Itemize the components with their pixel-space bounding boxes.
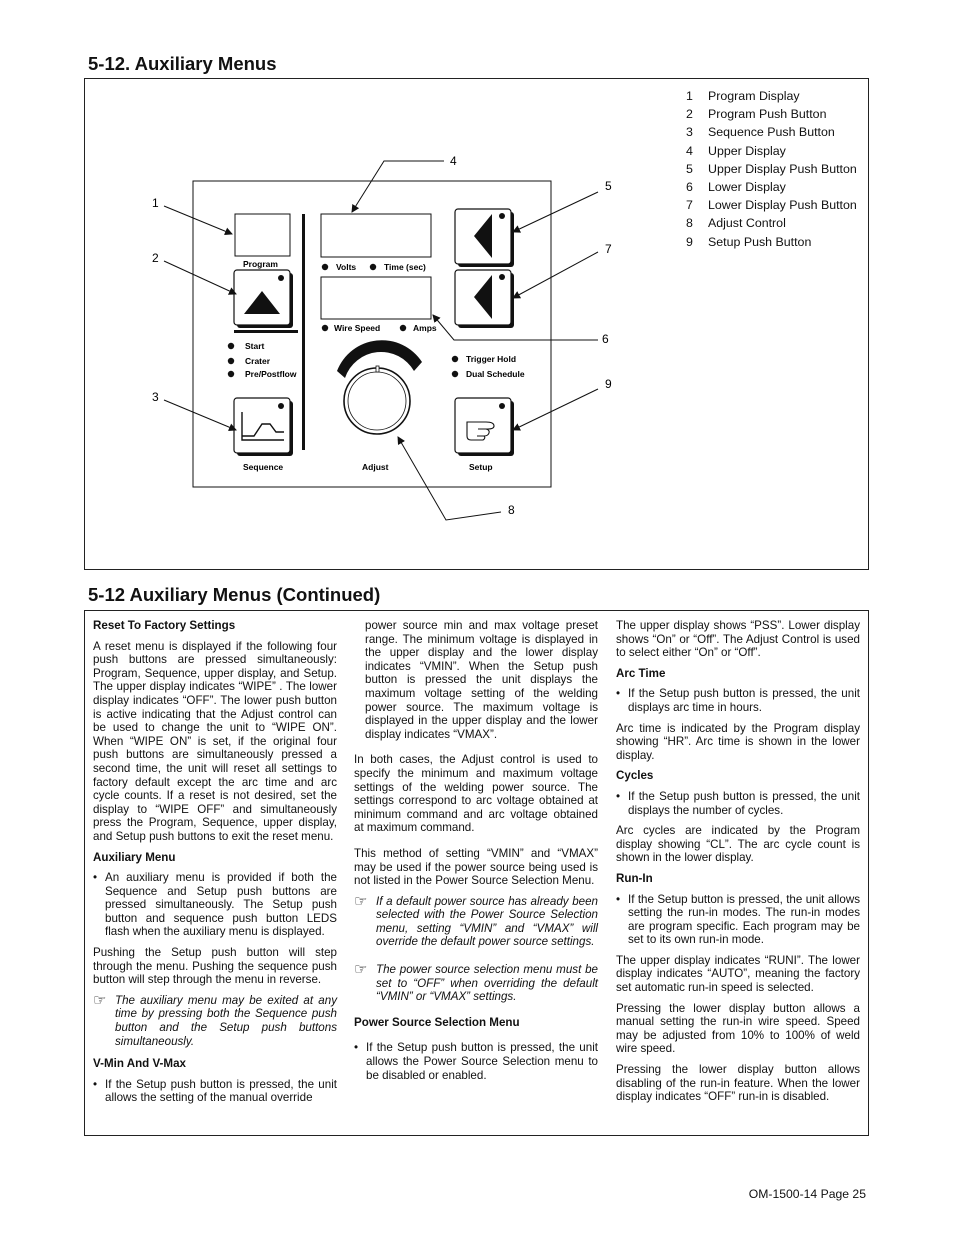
legend-label: Lower Display bbox=[708, 180, 786, 195]
prepostflow-label: Pre/Postflow bbox=[245, 369, 297, 379]
heading-run-in: Run-In bbox=[616, 871, 653, 885]
setup-led bbox=[499, 403, 505, 409]
callout-2: 2 bbox=[152, 251, 159, 265]
section-title: 5-12. Auxiliary Menus bbox=[88, 53, 277, 74]
legend-number: 4 bbox=[686, 143, 693, 158]
pointing-hand-note-icon: ☞ bbox=[354, 961, 368, 979]
upper-button-led bbox=[499, 213, 505, 219]
callout-8: 8 bbox=[508, 503, 515, 517]
vertical-divider bbox=[302, 214, 305, 450]
text-column-2 bbox=[354, 619, 598, 1089]
paragraph-arc-time: Arc time is indicated by the Program display showing “HR”. Arc time is shown in the lower display. bbox=[616, 721, 860, 762]
legend-label: Adjust Control bbox=[708, 216, 786, 231]
heading-vmin: V-Min And V-Max bbox=[93, 1057, 186, 1071]
crater-label: Crater bbox=[245, 356, 271, 366]
leader-7 bbox=[513, 252, 598, 298]
legend-label: Upper Display bbox=[708, 143, 786, 158]
paragraph-pss: The upper display shows “PSS”. Lower display shows “On” or “Off”. The Adjust Control is used to select either “On” or “Off”. bbox=[616, 619, 860, 660]
legend-number: 1 bbox=[686, 89, 693, 103]
callout-9: 9 bbox=[605, 377, 612, 391]
callout-5: 5 bbox=[605, 179, 612, 193]
legend-number: 2 bbox=[686, 107, 693, 122]
pointing-hand-note-icon: ☞ bbox=[93, 991, 107, 1009]
legend-label: Program Push Button bbox=[708, 107, 827, 122]
start-label: Start bbox=[245, 341, 265, 351]
heading-arc-time: Arc Time bbox=[616, 666, 666, 680]
note-default: ☞ If a default power source has already been selected with the Power Source Selection menu, setting “VMIN” and “VMAX” will override the default power source settings. bbox=[354, 892, 598, 949]
wire-speed-led bbox=[322, 325, 328, 331]
legend-label: Upper Display Push Button bbox=[708, 161, 857, 176]
callout-7: 7 bbox=[605, 242, 612, 256]
leader-9 bbox=[513, 389, 598, 430]
callout-4: 4 bbox=[450, 154, 457, 168]
legend-number: 9 bbox=[686, 234, 693, 249]
callout-3: 3 bbox=[152, 390, 159, 404]
program-led bbox=[278, 275, 284, 281]
callout-6: 6 bbox=[602, 332, 609, 346]
bullet-vmin: • If the Setup push button is pressed, the unit allows the setting of the manual override bbox=[93, 1077, 337, 1105]
trigger-hold-label: Trigger Hold bbox=[466, 354, 517, 364]
note-ps-menu: ☞ The power source selection menu must be set to “OFF” when overriding the default “VMIN” or “VMAX” settings. bbox=[354, 961, 598, 1004]
dual-schedule-led bbox=[452, 371, 458, 377]
heading-power-source: Power Source Selection Menu bbox=[354, 1015, 520, 1029]
paragraph-pushing: Pushing the Setup push button will step through the menu. Pushing the sequence push button will step through the menu in reverse. bbox=[93, 946, 337, 987]
callout-1: 1 bbox=[152, 196, 159, 210]
program-display bbox=[235, 214, 290, 256]
prepostflow-led bbox=[228, 371, 234, 377]
legend-number: 7 bbox=[686, 198, 693, 213]
paragraph-manual-run-in: Pressing the lower display button allows a manual setting the run-in wire speed. Speed may be adjusted from 10% to 100% of weld wire speed. bbox=[616, 1001, 860, 1056]
paragraph-both-cases: In both cases, the Adjust control is used to specify the minimum and maximum voltage settings of the welding power source. The settings correspond to arc voltage obtained at minimum command and arc voltage obtained at maximum command. bbox=[354, 753, 598, 835]
program-label: Program bbox=[243, 259, 278, 269]
volts-led bbox=[322, 264, 328, 270]
lower-display bbox=[321, 277, 431, 319]
paragraph-disable-run-in: Pressing the lower display button allows disabling of the run-in feature. When the lower display indicates “OFF” run-in is disabled. bbox=[616, 1063, 860, 1104]
leader-4 bbox=[352, 161, 444, 212]
paragraph-vmin-continued: power source min and max voltage preset range. The minimum voltage is displayed in the upper display and the lower display indicates “VMIN”. When the Setup push button is pressed the unit displays the maximum voltage setting of the welding power source. The maximum voltage is displayed in the upper display and the lower display indicates “VMAX”. bbox=[365, 619, 598, 741]
control-panel-diagram bbox=[0, 0, 954, 600]
paragraph-method: This method of setting “VMIN” and “VMAX” may be used if the power source being used is not listed in the Power Source Selection Menu. bbox=[354, 846, 598, 888]
leader-5 bbox=[513, 192, 598, 232]
legend-label: Setup Push Button bbox=[708, 234, 812, 249]
sequence-label: Sequence bbox=[243, 462, 284, 472]
volts-label: Volts bbox=[336, 262, 357, 272]
legend-label: Program Display bbox=[708, 89, 800, 103]
heading-reset: Reset To Factory Settings bbox=[93, 619, 236, 632]
time-led bbox=[370, 264, 376, 270]
upper-display bbox=[321, 214, 431, 257]
divider-bar bbox=[234, 330, 298, 333]
start-led bbox=[228, 343, 234, 349]
legend-number: 3 bbox=[686, 125, 693, 140]
paragraph-runi: The upper display indicates “RUNI”. The lower display indicates “AUTO”, meaning the factory set automatic run-in speed is selected. bbox=[616, 953, 860, 995]
text-column-3 bbox=[616, 619, 860, 1111]
page-footer: OM-1500-14 Page 25 bbox=[748, 1187, 866, 1201]
bullet-cycles: • If the Setup push button is pressed, the unit displays the number of cycles. bbox=[616, 789, 860, 817]
legend-number: 8 bbox=[686, 216, 693, 231]
leader-3 bbox=[164, 400, 236, 430]
legend-number: 5 bbox=[686, 161, 693, 176]
text-column-1 bbox=[93, 619, 337, 1112]
pointing-hand-note-icon: ☞ bbox=[354, 892, 368, 910]
lower-button-led bbox=[499, 274, 505, 280]
adjust-label: Adjust bbox=[362, 462, 389, 472]
setup-label: Setup bbox=[469, 462, 493, 472]
legend-label: Lower Display Push Button bbox=[708, 198, 857, 213]
heading-cycles: Cycles bbox=[616, 769, 654, 783]
leader-1 bbox=[164, 206, 232, 234]
dual-schedule-label: Dual Schedule bbox=[466, 369, 525, 379]
amps-label: Amps bbox=[413, 323, 437, 333]
bullet-power-source: • If the Setup push button is pressed, the unit allows the Power Source Selection menu to be disabled or enabled. bbox=[354, 1041, 598, 1082]
sequence-led bbox=[278, 403, 284, 409]
note-exit: ☞ The auxiliary menu may be exited at any time by pressing both the Sequence push button and the Setup push buttons simultaneously. bbox=[93, 991, 337, 1048]
legend-number: 6 bbox=[686, 180, 693, 195]
paragraph-cycles: Arc cycles are indicated by the Program display showing “CL”. The arc cycle count is shown in the lower display. bbox=[616, 824, 860, 865]
time-label: Time (sec) bbox=[384, 262, 426, 272]
adjust-knob-pointer bbox=[376, 366, 379, 372]
legend-label: Sequence Push Button bbox=[708, 125, 835, 140]
bullet-run-in: • If the Setup button is pressed, the unit allows setting the run-in modes. The run-in modes are program specific. Each program may be set to its own run-in mode. bbox=[616, 892, 860, 947]
section-title-continued: 5-12 Auxiliary Menus (Continued) bbox=[88, 584, 381, 605]
heading-auxiliary: Auxiliary Menu bbox=[93, 850, 176, 864]
wire-speed-label: Wire Speed bbox=[334, 323, 381, 333]
amps-led bbox=[400, 325, 406, 331]
crater-led bbox=[228, 358, 234, 364]
bullet-auxiliary: • An auxiliary menu is provided if both the Sequence and Setup push buttons are pressed simultaneously. The Setup push button and sequence push button LEDS flash when the auxiliary menu is displayed. bbox=[93, 871, 337, 939]
bullet-arc-time: • If the Setup push button is pressed, the unit displays arc time in hours. bbox=[616, 687, 860, 714]
adjust-knob[interactable] bbox=[344, 368, 410, 434]
trigger-hold-led bbox=[452, 356, 458, 362]
paragraph-reset: A reset menu is displayed if the following four push buttons are pressed simultaneously: Program, Sequence, upper display, and Setup. The upper display indicates “WIPE” . The lower display indicates “OFF”. The lower push button is active indicating that the Adjust control can be used to change the unit to “WIPE ON”. When “WIPE ON” is set, if the original four push buttons are simultaneously pressed a second time, the unit will reset all settings to factory default except the arc time and arc cycle counts. If a reset is not desired, set the display to “WIPE OFF” and simultaneously press the Program, Sequence, upper display, and Setup push buttons to exit the reset menu. bbox=[93, 639, 337, 843]
leader-2 bbox=[164, 261, 236, 294]
